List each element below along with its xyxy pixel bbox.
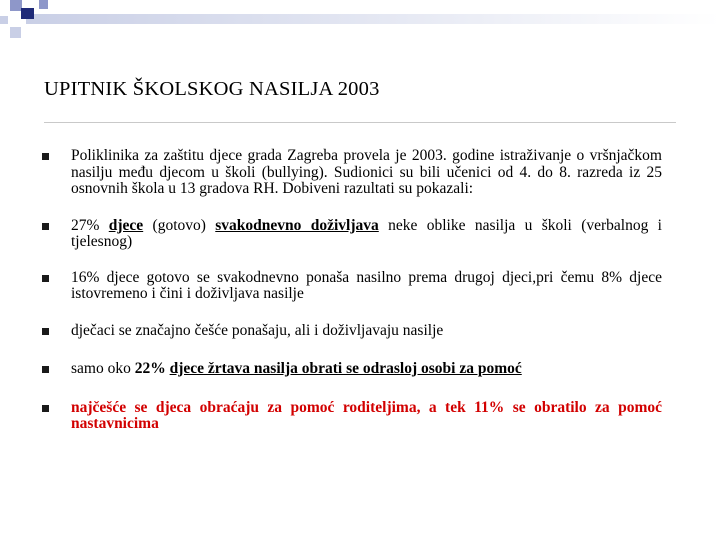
stat-percent: 22% <box>134 360 166 377</box>
deco-square-mid <box>10 0 22 11</box>
emphasis-daily-experience: svakodnevno doživljava <box>215 216 379 234</box>
square-bullet-icon <box>42 405 49 412</box>
deco-square-small <box>39 0 48 9</box>
bullet-text: Poliklinika za zaštitu djece grada Zagreba provela je 2003. godine istraživanje o vršnjačkom nasilju među djecom u školi (bullying). Sudionici su bili učenici od 4. do 8. razreda iz 25 osnovnih škola u 13 gradova RH. Dobiveni razultati su pokazali: <box>71 147 662 197</box>
square-bullet-icon <box>42 275 49 282</box>
stat-percent: 27% <box>71 216 100 234</box>
deco-square-light <box>10 27 21 38</box>
bullet-item-study <box>42 148 662 198</box>
bullet-item-27-percent: 27% djece (gotovo) svakodnevno doživljava neke oblike nasilja u školi (verbalnog i tjelesnog) <box>42 218 662 251</box>
bullet-text: dječaci se značajno češće ponašaju, ali i doživljavaju nasilje <box>71 321 444 339</box>
bullet-item-parents <box>42 400 662 433</box>
square-bullet-icon <box>42 366 49 373</box>
deco-square-dark <box>21 8 34 19</box>
square-bullet-icon <box>42 328 49 335</box>
bullet-text-highlighted: najčešće se djeca obraćaju za pomoć roditeljima, a tek 11% se obratilo za pomoć nastavnicima <box>71 398 662 432</box>
bullet-item-16-percent <box>42 270 662 303</box>
emphasis-victims: djece žrtava nasilja obrati se odrasloj osobi za pomoć <box>169 360 522 377</box>
emphasis-children: djece <box>108 216 144 234</box>
bullet-list <box>42 148 662 433</box>
title-divider <box>44 122 676 123</box>
slide-title: UPITNIK ŠKOLSKOG NASILJA 2003 <box>44 78 380 100</box>
corner-decoration <box>0 0 720 40</box>
bullet-item-22-percent: samo oko 22% djece žrtava nasilja obrati se odrasloj osobi za pomoć <box>42 361 662 378</box>
deco-square-tiny <box>0 16 8 24</box>
square-bullet-icon <box>42 223 49 230</box>
bullet-text: 16% djece gotovo se svakodnevno ponaša nasilno prema drugoj djeci,pri čemu 8% djece istovremeno i čini i doživljava nasilje <box>71 268 662 302</box>
square-bullet-icon <box>42 153 49 160</box>
deco-fade-bar <box>26 14 720 24</box>
bullet-item-boys <box>42 323 662 340</box>
